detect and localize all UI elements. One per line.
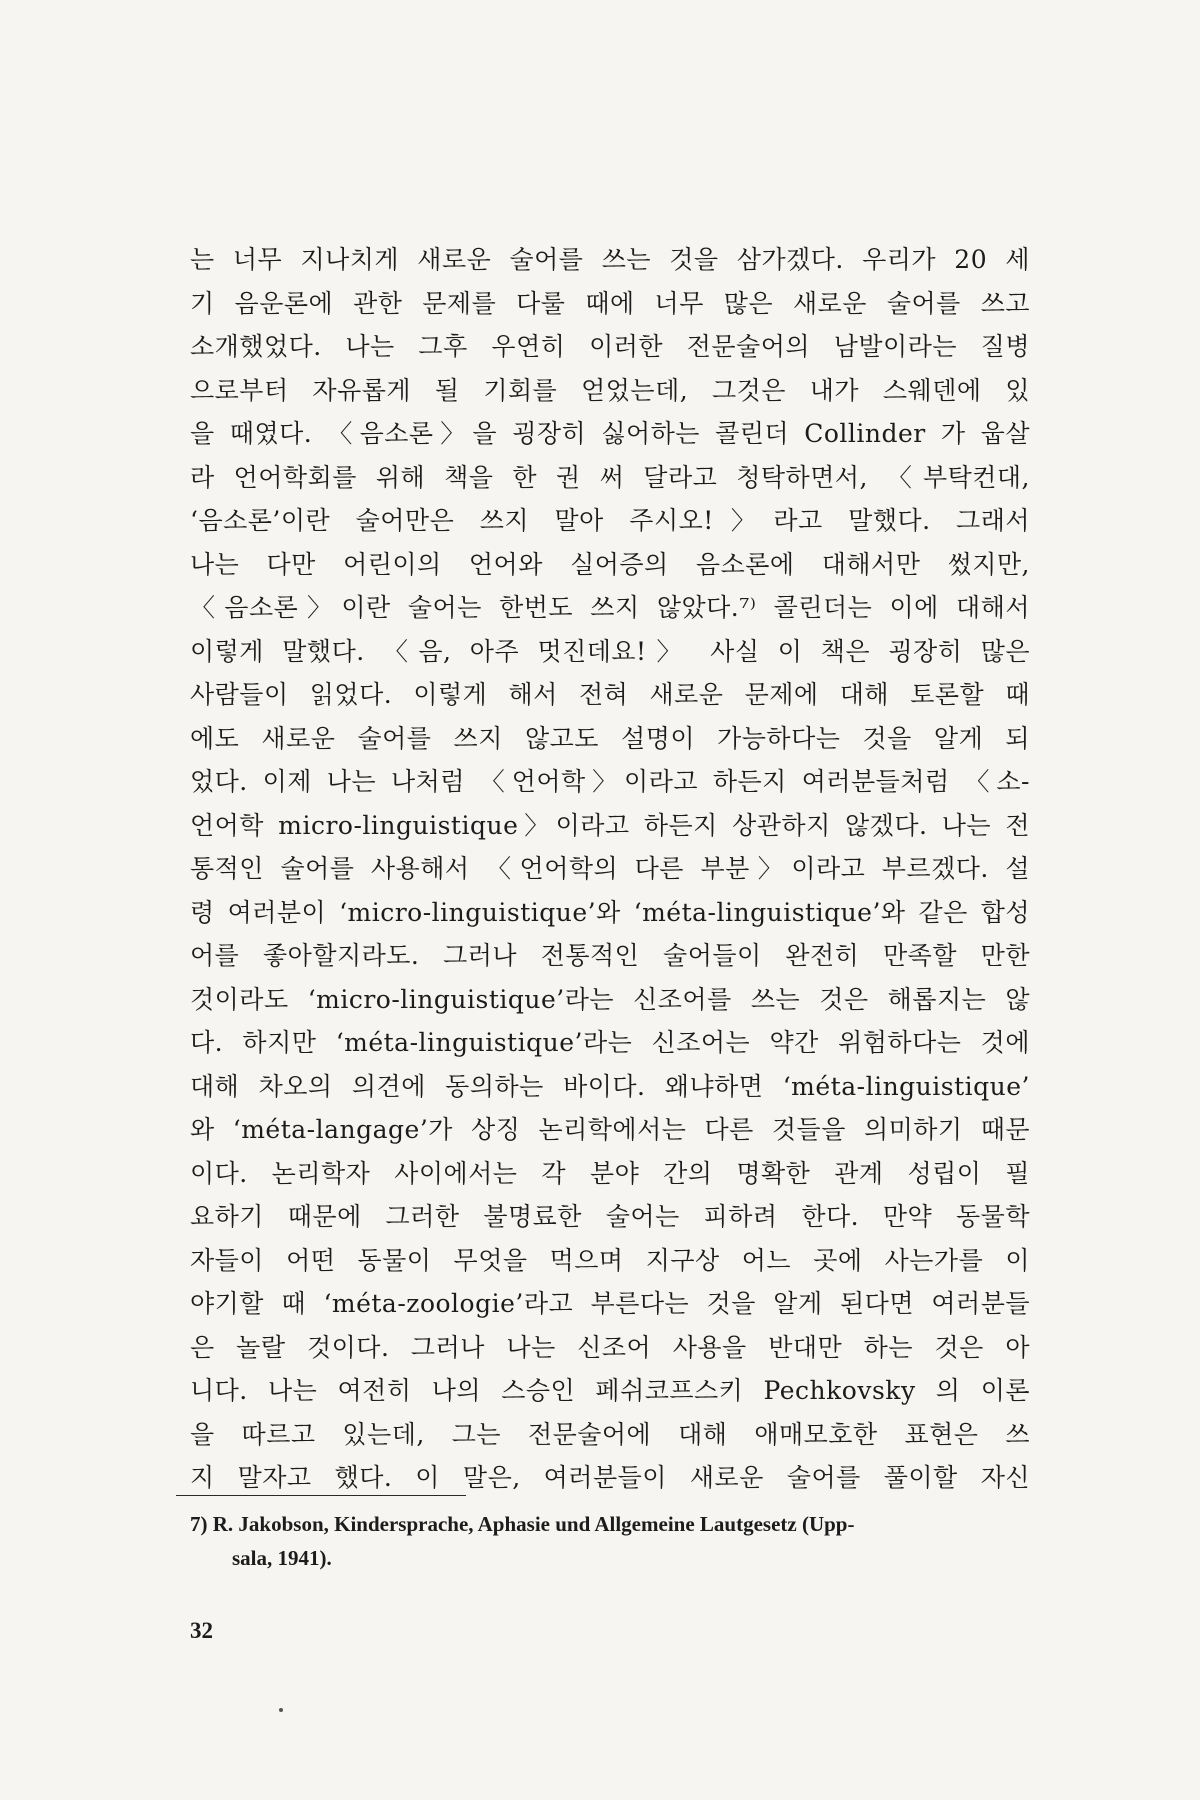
text-line: 는 너무 지나치게 새로운 술어를 쓰는 것을 삼가겠다. 우리가 20 세 — [190, 245, 1030, 274]
text-line: 〈음소론〉이란 술어는 한번도 쓰지 않았다.⁷⁾ 콜린더는 이에 대해서 — [190, 593, 1030, 622]
text-line: 다. 하지만 ‘méta-linguistique’라는 신조어는 약간 위험하다는 것에 — [190, 1028, 1030, 1057]
footnote — [190, 1507, 1030, 1575]
text-line: 언어학 micro-linguistique〉이라고 하든지 상관하지 않겠다. 나는 전 — [190, 810, 1030, 840]
text-line: 자들이 어떤 동물이 무엇을 먹으며 지구상 어느 곳에 사는가를 이 — [190, 1245, 1030, 1275]
text-line: 야기할 때 ‘méta-zoologie’라고 부른다는 것을 알게 된다면 여러분들 — [190, 1289, 1030, 1318]
text-line: 라 언어학회를 위해 책을 한 권 써 달라고 청탁하면서, 〈부탁컨대, — [190, 462, 1030, 492]
text-line: 어를 좋아할지라도. 그러나 전통적인 술어들이 완전히 만족할 만한 — [190, 941, 1030, 970]
text-line: 와 ‘méta-langage’가 상징 논리학에서는 다른 것들을 의미하기 때문 — [190, 1115, 1030, 1144]
footnote-divider — [176, 1495, 466, 1496]
text-line: ‘음소론’이란 술어만은 쓰지 말아 주시오!〉라고 말했다. 그래서 — [190, 506, 1030, 535]
text-line: 을 따르고 있는데, 그는 전문술어에 대해 애매모호한 표현은 쓰 — [190, 1419, 1030, 1449]
text-line: 요하기 때문에 그러한 불명료한 술어는 피하려 한다. 만약 동물학 — [190, 1202, 1030, 1231]
text-line: 니다. 나는 여전히 나의 스승인 페쉬코프스키 Pechkovsky 의 이론 — [190, 1376, 1030, 1405]
text-line: 을 때였다. 〈음소론〉을 굉장히 싫어하는 콜린더 Collinder 가 웁살 — [190, 419, 1030, 448]
text-line: 나는 다만 어린이의 언어와 실어증의 음소론에 대해서만 썼지만, — [190, 549, 1030, 579]
text-line: 이렇게 말했다. 〈음, 아주 멋진데요!〉 사실 이 책은 굉장히 많은 — [190, 636, 1030, 666]
text-line: 에도 새로운 술어를 쓰지 않고도 설명이 가능하다는 것을 알게 되 — [190, 723, 1030, 753]
footnote-line: 7) R. Jakobson, Kindersprache, Aphasie und Allgemeine Lautgesetz (Upp- — [190, 1512, 855, 1536]
text-line: 기 음운론에 관한 문제를 다룰 때에 너무 많은 새로운 술어를 쓰고 — [190, 288, 1030, 318]
footnote-line: sala, 1941). — [232, 1546, 332, 1570]
text-line: 통적인 술어를 사용해서 〈언어학의 다른 부분〉이라고 부르겠다. 설 — [190, 854, 1030, 883]
text-line: 령 여러분이 ‘micro-linguistique’와 ‘méta-linguistique’와 같은 합성 — [190, 897, 1030, 927]
text-line: 것이라도 ‘micro-linguistique’라는 신조어를 쓰는 것은 해롭지는 않 — [190, 984, 1030, 1014]
text-line: 이다. 논리학자 사이에서는 각 분야 간의 명확한 관계 성립이 필 — [190, 1158, 1030, 1188]
text-line: 지 말자고 했다. 이 말은, 여러분들이 새로운 술어를 풀이할 자신 — [190, 1463, 1030, 1492]
body-text — [190, 238, 1030, 1500]
text-line: 은 놀랄 것이다. 그러나 나는 신조어 사용을 반대만 하는 것은 아 — [190, 1332, 1030, 1362]
text-line: 사람들이 읽었다. 이렇게 해서 전혀 새로운 문제에 대해 토론할 때 — [190, 680, 1030, 709]
text-line: 었다. 이제 나는 나처럼 〈언어학〉이라고 하든지 여러분들처럼 〈소- — [190, 767, 1030, 796]
page-number: 32 — [190, 1618, 213, 1643]
text-line: 대해 차오의 의견에 동의하는 바이다. 왜냐하면 ‘méta-linguistique’ — [190, 1071, 1030, 1101]
text-line: 소개했었다. 나는 그후 우연히 이러한 전문술어의 남발이라는 질병 — [190, 332, 1030, 361]
text-line: 으로부터 자유롭게 될 기회를 얻었는데, 그것은 내가 스웨덴에 있 — [190, 375, 1030, 405]
scan-speck — [279, 1708, 283, 1712]
